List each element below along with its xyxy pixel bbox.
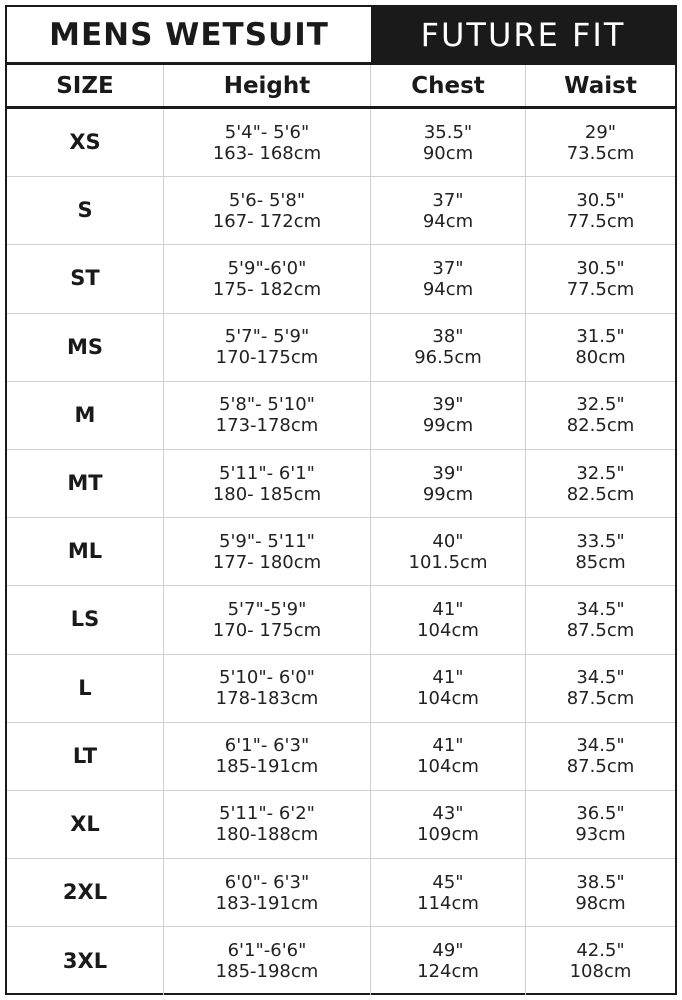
waist-cm: 85cm: [575, 551, 626, 573]
table-row: [7, 859, 675, 927]
height-inches: 6'1"- 6'3": [224, 735, 310, 757]
chest-cm: 104cm: [417, 619, 479, 641]
chest-inches: 39": [432, 394, 464, 416]
waist-cell: [526, 314, 675, 381]
waist-cm: 87.5cm: [566, 756, 635, 778]
chest-inches: 40": [432, 530, 464, 552]
chest-cm: 101.5cm: [408, 551, 488, 573]
height-cm: 185-191cm: [215, 756, 319, 778]
waist-cell: [526, 723, 675, 790]
height-cm: 180- 185cm: [212, 483, 322, 505]
chest-inches: 41": [432, 735, 464, 757]
table-row: [7, 518, 675, 586]
waist-cell: [526, 927, 675, 995]
header-size: SIZE: [7, 65, 164, 106]
size-cell: [7, 109, 164, 176]
size-label: MS: [66, 334, 104, 359]
size-cell: [7, 927, 164, 995]
height-cell: [164, 450, 371, 517]
height-inches: 6'0"- 6'3": [224, 871, 310, 893]
chest-cm: 99cm: [422, 415, 474, 437]
height-cm: 185-198cm: [215, 961, 319, 983]
chest-cell: [371, 723, 526, 790]
waist-cm: 80cm: [575, 347, 626, 369]
height-cm: 178-183cm: [215, 688, 319, 710]
height-inches: 6'1"-6'6": [227, 940, 307, 962]
height-inches: 5'4"- 5'6": [224, 121, 310, 143]
height-inches: 5'6- 5'8": [228, 189, 306, 211]
height-cell: [164, 723, 371, 790]
table-row: [7, 655, 675, 723]
waist-cell: [526, 109, 675, 176]
chest-cm: 114cm: [417, 892, 479, 914]
waist-inches: 34.5": [576, 598, 625, 620]
chest-cell: [371, 791, 526, 858]
chest-inches: 37": [432, 257, 464, 279]
height-cm: 177- 180cm: [212, 551, 322, 573]
chest-inches: 43": [432, 803, 464, 825]
size-cell: [7, 518, 164, 585]
size-label: XS: [69, 130, 101, 155]
waist-inches: 30.5": [576, 257, 625, 279]
waist-cm: 93cm: [575, 824, 626, 846]
header-chest: Chest: [371, 65, 526, 106]
table-row: [7, 791, 675, 859]
size-label: LT: [72, 743, 98, 768]
height-cell: [164, 655, 371, 722]
height-cell: [164, 859, 371, 926]
waist-inches: 31.5": [576, 326, 625, 348]
size-label: S: [77, 198, 93, 223]
size-label: 3XL: [62, 948, 108, 973]
waist-cm: 73.5cm: [566, 142, 635, 164]
waist-inches: 29": [584, 121, 617, 143]
waist-cell: [526, 177, 675, 244]
chest-cell: [371, 177, 526, 244]
chest-cell: [371, 382, 526, 449]
chest-cm: 99cm: [422, 483, 474, 505]
waist-inches: 34.5": [576, 735, 625, 757]
waist-cm: 87.5cm: [566, 688, 635, 710]
table-row: [7, 927, 675, 995]
height-cell: [164, 177, 371, 244]
table-row: [7, 109, 675, 177]
waist-cell: [526, 450, 675, 517]
size-label: MT: [67, 471, 103, 496]
size-label: M: [74, 402, 96, 427]
waist-inches: 34.5": [576, 667, 625, 689]
chest-cell: [371, 245, 526, 312]
chart-title: MENS WETSUIT: [49, 16, 329, 53]
chest-cell: [371, 859, 526, 926]
height-cell: [164, 586, 371, 653]
height-cm: 170- 175cm: [212, 619, 322, 641]
table-row: [7, 723, 675, 791]
height-cell: [164, 791, 371, 858]
chest-cm: 104cm: [417, 756, 479, 778]
height-cell: [164, 382, 371, 449]
waist-inches: 38.5": [576, 871, 625, 893]
waist-cell: [526, 791, 675, 858]
height-cell: [164, 314, 371, 381]
chest-cell: [371, 586, 526, 653]
waist-inches: 30.5": [576, 189, 625, 211]
height-inches: 5'10"- 6'0": [219, 667, 315, 689]
chest-cell: [371, 927, 526, 995]
size-cell: [7, 723, 164, 790]
height-inches: 5'7"-5'9": [227, 598, 307, 620]
size-cell: [7, 450, 164, 517]
waist-cell: [526, 655, 675, 722]
chest-cm: 94cm: [422, 278, 474, 300]
waist-cm: 77.5cm: [566, 210, 635, 232]
chest-cm: 94cm: [422, 210, 474, 232]
waist-inches: 33.5": [576, 530, 625, 552]
waist-cell: [526, 586, 675, 653]
height-cm: 163- 168cm: [212, 142, 322, 164]
height-cell: [164, 245, 371, 312]
waist-inches: 36.5": [576, 803, 625, 825]
chest-inches: 41": [432, 598, 464, 620]
product-name: FUTURE FIT: [371, 7, 675, 62]
size-cell: [7, 586, 164, 653]
chest-cell: [371, 109, 526, 176]
chest-inches: 38": [432, 326, 464, 348]
table-row: [7, 382, 675, 450]
height-cell: [164, 518, 371, 585]
size-cell: [7, 314, 164, 381]
chest-cell: [371, 655, 526, 722]
size-cell: [7, 655, 164, 722]
table-row: [7, 177, 675, 245]
height-cell: [164, 927, 371, 995]
title-row: [7, 7, 675, 62]
size-label: LS: [70, 607, 100, 632]
size-cell: [7, 382, 164, 449]
table-row: [7, 314, 675, 382]
waist-cell: [526, 859, 675, 926]
header-height: Height: [164, 65, 371, 106]
size-chart: [5, 5, 677, 995]
height-inches: 5'9"- 5'11": [219, 530, 315, 552]
chest-cm: 109cm: [417, 824, 479, 846]
height-inches: 5'7"- 5'9": [224, 326, 310, 348]
waist-cm: 87.5cm: [566, 619, 635, 641]
waist-cm: 82.5cm: [566, 415, 635, 437]
height-cm: 173-178cm: [215, 415, 319, 437]
chest-cell: [371, 518, 526, 585]
chest-inches: 45": [432, 871, 464, 893]
chest-cm: 104cm: [417, 688, 479, 710]
height-inches: 5'9"-6'0": [227, 257, 307, 279]
height-inches: 5'8"- 5'10": [219, 394, 315, 416]
table-row: [7, 586, 675, 654]
chest-cell: [371, 450, 526, 517]
size-cell: [7, 177, 164, 244]
height-cm: 180-188cm: [215, 824, 319, 846]
chest-cm: 96.5cm: [414, 347, 482, 369]
height-inches: 5'11"- 6'1": [219, 462, 315, 484]
chest-cm: 124cm: [417, 961, 479, 983]
waist-cm: 98cm: [575, 892, 626, 914]
table-body: [7, 109, 675, 995]
table-header: [7, 62, 675, 109]
waist-cell: [526, 518, 675, 585]
chest-inches: 37": [432, 189, 464, 211]
height-cm: 183-191cm: [215, 892, 319, 914]
size-label: ST: [70, 266, 100, 291]
chest-cm: 90cm: [422, 142, 474, 164]
waist-inches: 32.5": [576, 394, 625, 416]
waist-cm: 82.5cm: [566, 483, 635, 505]
size-cell: [7, 245, 164, 312]
size-label: 2XL: [62, 880, 108, 905]
height-cm: 175- 182cm: [212, 278, 322, 300]
waist-inches: 32.5": [576, 462, 625, 484]
chest-cell: [371, 314, 526, 381]
table-row: [7, 450, 675, 518]
header-waist: Waist: [564, 72, 637, 99]
height-inches: 5'11"- 6'2": [219, 803, 315, 825]
size-label: L: [78, 675, 92, 700]
waist-cell: [526, 245, 675, 312]
waist-cm: 77.5cm: [566, 278, 635, 300]
height-cell: [164, 109, 371, 176]
chest-inches: 49": [432, 940, 464, 962]
chest-inches: 39": [432, 462, 464, 484]
size-cell: [7, 791, 164, 858]
height-cm: 170-175cm: [215, 347, 319, 369]
waist-cm: 108cm: [569, 961, 632, 983]
chest-inches: 41": [432, 667, 464, 689]
size-label: XL: [70, 811, 100, 836]
table-row: [7, 245, 675, 313]
height-cm: 167- 172cm: [212, 210, 322, 232]
size-label: ML: [67, 539, 103, 564]
waist-inches: 42.5": [576, 940, 625, 962]
size-cell: [7, 859, 164, 926]
waist-cell: [526, 382, 675, 449]
chest-inches: 35.5": [423, 121, 473, 143]
